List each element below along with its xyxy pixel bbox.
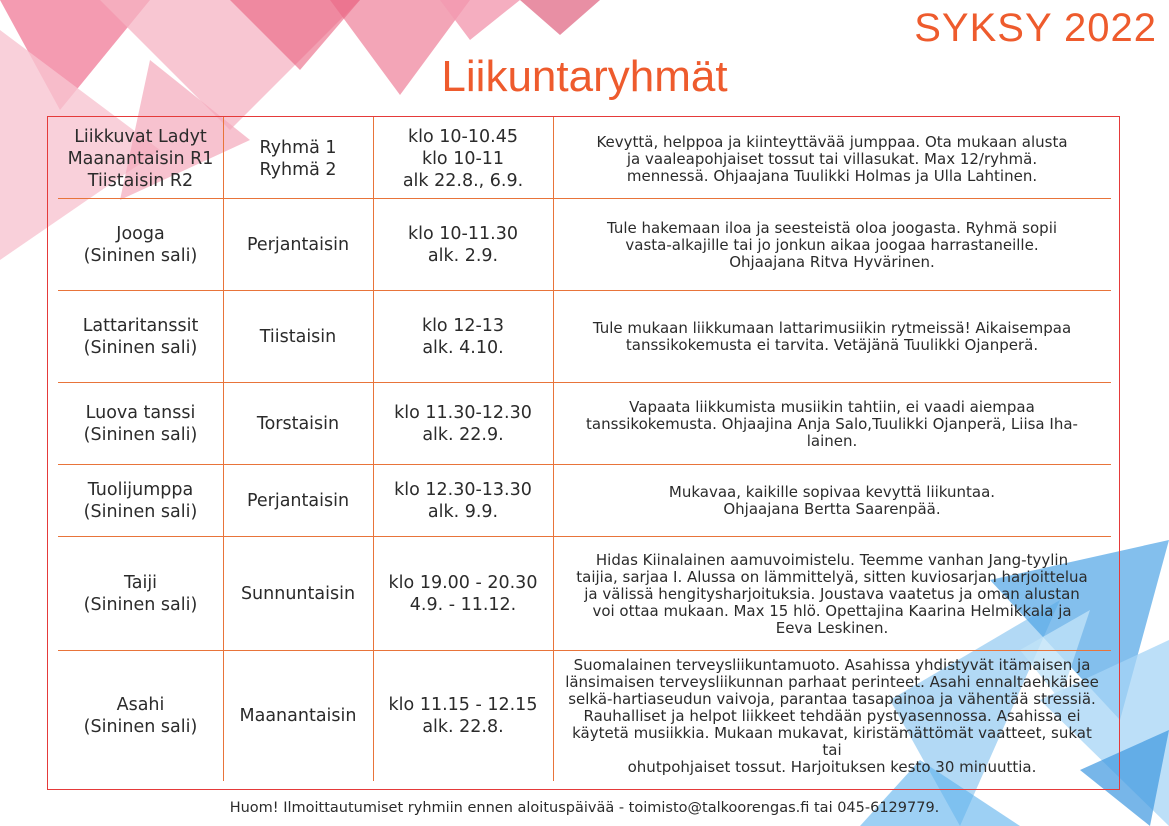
schedule-table <box>47 116 1120 790</box>
group-time: klo 11.15 - 12.15 alk. 22.8. <box>388 695 538 737</box>
group-description: Mukavaa, kaikille sopivaa kevyttä liikuntaa. Ohjaajana Bertta Saarenpää. <box>668 483 996 518</box>
table-row <box>58 651 1111 781</box>
group-day: Ryhmä 1 Ryhmä 2 <box>259 138 337 180</box>
table-row <box>58 119 1111 199</box>
group-time: klo 11.30-12.30 alk. 22.9. <box>394 403 532 445</box>
group-name: Lattaritanssit (Sininen sali) <box>82 316 199 358</box>
table-row <box>58 537 1111 651</box>
group-day: Perjantaisin <box>246 491 350 511</box>
group-time: klo 19.00 - 20.30 4.9. - 11.12. <box>388 573 538 615</box>
group-name: Luova tanssi (Sininen sali) <box>83 403 198 445</box>
table-row <box>58 291 1111 383</box>
group-name: Tuolijumppa (Sininen sali) <box>83 480 198 522</box>
group-name: Asahi (Sininen sali) <box>83 695 198 737</box>
group-description: Suomalainen terveysliikuntamuoto. Asahissa yhdistyvät itämaisen ja länsimaisen terveysliikunnan parhaat perinteet. Asahi ennaltaehkäisee selkä-hartiaseudun vaivoja, parantaa tasapainoa ja vähentää stressiä. Rauhalliset ja helpot liikkeet tehdään pystyasennossa. Asahissa ei käytetä musiikkia. Mukaan mukavat, kiristämättömät vaatteet, sukat tai ohutpohjaiset tossut. Harjoituksen kesto 30 minuuttia. <box>565 655 1099 776</box>
group-day: Sunnuntaisin <box>240 584 356 604</box>
group-day: Maanantaisin <box>239 706 357 726</box>
table-row <box>58 465 1111 537</box>
group-description: Kevyttä, helppoa ja kiinteyttävää jumppaa. Ota mukaan alusta ja vaaleapohjaiset tossut tai villasukat. Max 12/ryhmä. mennessä. Ohjaajana Tuulikki Holmas ja Ulla Lahtinen. <box>596 132 1068 185</box>
group-day: Perjantaisin <box>246 235 350 255</box>
group-time: klo 12.30-13.30 alk. 9.9. <box>394 480 532 522</box>
page-title: Liikuntaryhmät <box>441 52 728 101</box>
group-time: klo 10-11.30 alk. 2.9. <box>408 224 518 266</box>
group-name: Jooga (Sininen sali) <box>83 224 198 266</box>
group-description: Vapaata liikkumista musiikin tahtiin, ei vaadi aiempaa tanssikokemusta. Ohjaajina Anja Salo,Tuulikki Ojanperä, Liisa Iha- lainen. <box>586 397 1078 450</box>
group-description: Hidas Kiinalainen aamuvoimistelu. Teemme vanhan Jang-tyylin taijia, sarjaa I. Alussa on lämmittelyä, sitten kuviosarjan harjoittelua ja välissä hengitysharjoituksia. Joustava vaatetus ja oman alustan voi ottaa mukaan. Max 15 hlö. Opettajina Kaarina Helmikkala ja Eeva Leskinen. <box>576 550 1088 637</box>
registration-note: Huom! Ilmoittautumiset ryhmiin ennen aloituspäivää - toimisto@talkoorengas.fi tai 045-6129779. <box>229 800 940 816</box>
group-description: Tule mukaan liikkumaan lattarimusiikin rytmeissä! Aikaisempaa tanssikokemusta ei tarvita. Vetäjänä Tuulikki Ojanperä. <box>592 319 1072 354</box>
table-row <box>58 199 1111 291</box>
group-name: Liikkuvat Ladyt Maanantaisin R1 Tiistaisin R2 <box>67 127 214 191</box>
season-label: SYKSY 2022 <box>914 6 1157 50</box>
table-row <box>58 383 1111 465</box>
group-day: Tiistaisin <box>259 327 337 347</box>
group-description: Tule hakemaan iloa ja seesteistä oloa joogasta. Ryhmä sopii vasta-alkajille tai jo jonkun aikaa joogaa harrastaneille. Ohjaajana Ritva Hyvärinen. <box>606 218 1058 271</box>
group-time: klo 10-10.45 klo 10-11 alk 22.8., 6.9. <box>402 127 524 191</box>
group-day: Torstaisin <box>256 414 340 434</box>
group-time: klo 12-13 alk. 4.10. <box>421 316 505 358</box>
group-name: Taiji (Sininen sali) <box>83 573 198 615</box>
